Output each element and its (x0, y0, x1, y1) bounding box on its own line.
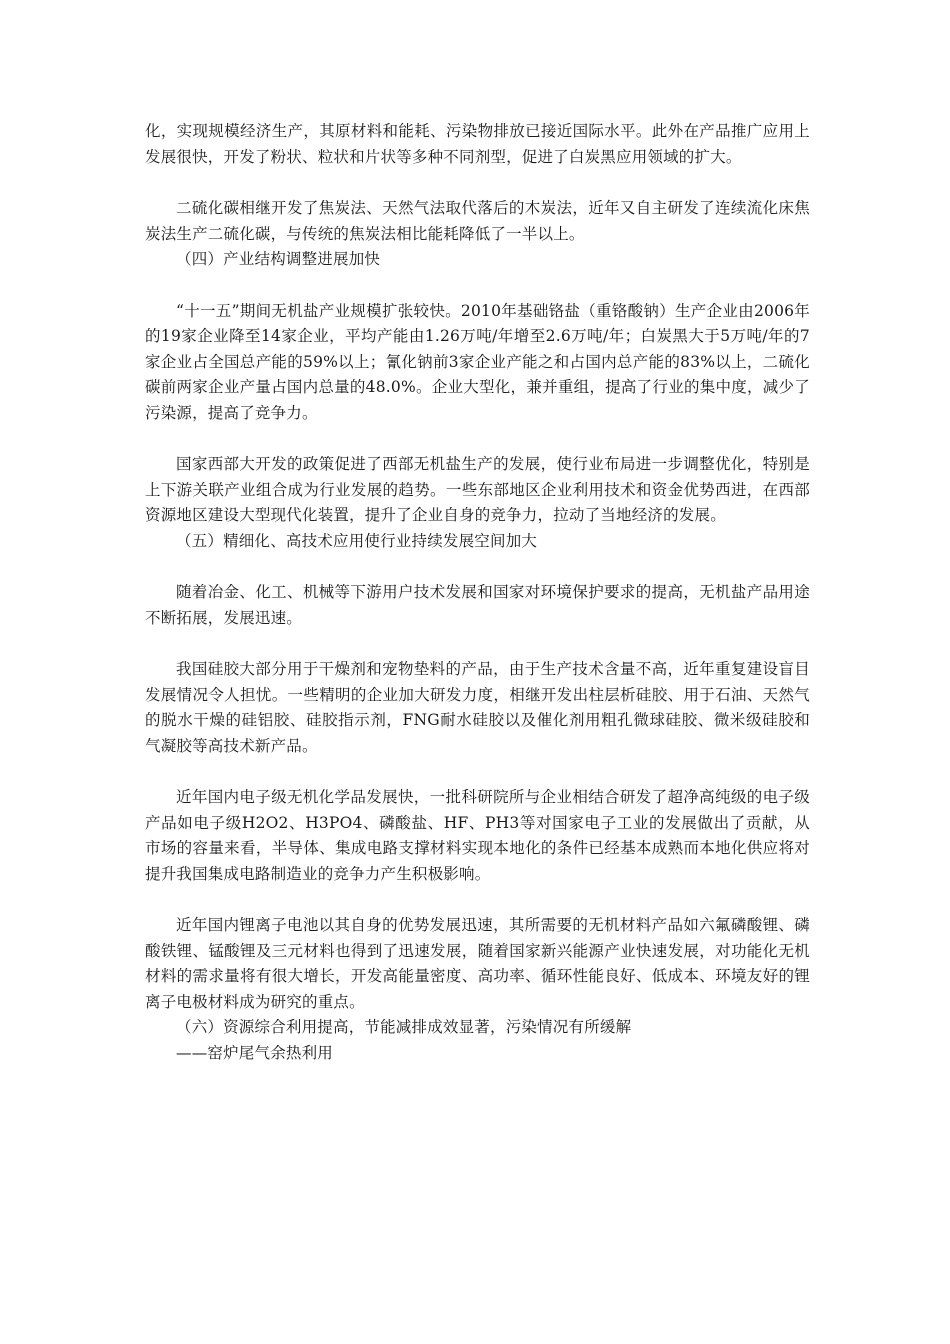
paragraph-white-carbon-black-continued: 化，实现规模经济生产，其原材料和能耗、污染物排放已接近国际水平。此外在产品推广应用上发展很快，开发了粉状、粒状和片状等多种不同剂型，促进了白炭黑应用领域的扩大。 (145, 122, 810, 166)
paragraph-electronic-chemicals: 近年国内电子级无机化学品发展快，一批科研院所与企业相结合研发了超净高纯级的电子级产品如电子级H2O2、H3PO4、磷酸盐、HF、PH3等对国家电子工业的发展做出了贡献，从市场的容量来看，半导体、集成电路支撑材料实现本地化的条件已经基本成熟而本地化供应将对提升我国集成电路制造业的竞争力产生积极影响。 (145, 788, 810, 883)
section-heading-5: （五）精细化、高技术应用使行业持续发展空间加大 (176, 531, 538, 550)
section-heading-4: （四）产业结构调整进展加快 (176, 250, 381, 268)
paragraph-carbon-disulfide: 二硫化碳相继开发了焦炭法、天然气法取代落后的木炭法，近年又自主研发了连续流化床焦炭法生产二硫化碳，与传统的焦炭法相比能耗降低了一半以上。 (145, 199, 810, 243)
paragraph-industry-scale: “十一五”期间无机盐产业规模扩张较快。2010年基础铬盐（重铬酸钠）生产企业由2006年的19家企业降至14家企业，平均产能由1.26万吨/年增至2.6万吨/年；白炭黑大于5万吨/年的7家企业占全国总产能的59%以上；氰化钠前3家企业产能之和占国内总产能的83%以上，二硫化碳前两家企业产量占国内总量的48.0%。企业大型化，兼并重组，提高了行业的集中度，减少了污染源，提高了竞争力。 (145, 301, 810, 422)
paragraph-downstream-demand: 随着冶金、化工、机械等下游用户技术发展和国家对环境保护要求的提高，无机盐产品用途不断拓展，发展迅速。 (145, 583, 810, 627)
paragraph-western-development: 国家西部大开发的政策促进了西部无机盐生产的发展，使行业布局进一步调整优化，特别是上下游关联产业组合成为行业发展的趋势。一些东部地区企业利用技术和资金优势西进，在西部资源地区建设大型现代化装置，提升了企业自身的竞争力，拉动了当地经济的发展。 (145, 455, 810, 524)
section-heading-6: （六）资源综合利用提高，节能减排成效显著，污染情况有所缓解 (176, 1018, 632, 1036)
paragraph-lithium-battery: 近年国内锂离子电池以其自身的优势发展迅速，其所需要的无机材料产品如六氟磷酸锂、磷酸铁锂、锰酸锂及三元材料也得到了迅速发展，随着国家新兴能源产业快速发展，对功能化无机材料的需求量将有很大增长，开发高能量密度、高功率、循环性能良好、低成本、环境友好的锂离子电极材料成为研究的重点。 (145, 916, 810, 1011)
paragraph-silica-gel: 我国硅胶大部分用于干燥剂和宠物垫料的产品，由于生产技术含量不高，近年重复建设盲目发展情况令人担忧。一些精明的企业加大研发力度，相继开发出柱层析硅胶、用于石油、天然气的脱水干燥的硅铝胶、硅胶指示剂，FNG耐水硅胶以及催化剂用粗孔微球硅胶、微米级硅胶和气凝胶等高技术新产品。 (145, 660, 810, 755)
subsection-heading-kiln-waste-heat: ——窑炉尾气余热利用 (176, 1043, 334, 1062)
document-body (145, 119, 810, 1066)
